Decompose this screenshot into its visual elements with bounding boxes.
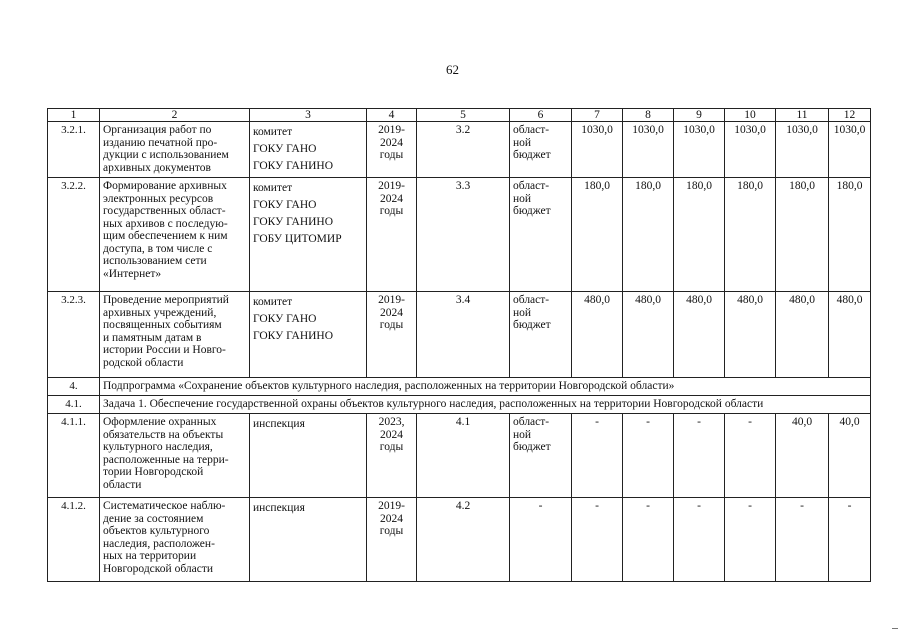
target-index: 4.2 [417,498,510,582]
col-header-2: 2 [100,109,250,122]
executors: комитет ГОКУ ГАНО ГОКУ ГАНИНО [250,122,367,178]
funding-value: - [674,498,725,582]
table-row [48,178,871,292]
funding-source: област- ной бюджет [510,292,572,378]
col-header-12: 12 [829,109,871,122]
col-header-10: 10 [725,109,776,122]
funding-value: 180,0 [623,178,674,292]
col-header-4: 4 [367,109,417,122]
task-title: Задача 1. Обеспечение государственной охраны объектов культурного наследия, расположенных на территории Новгородской области [100,396,871,414]
target-index: 4.1 [417,414,510,498]
funding-value: 480,0 [725,292,776,378]
funding-value: 40,0 [829,414,871,498]
executors: инспекция [250,498,367,582]
implementation-years: 2023, 2024 годы [367,414,417,498]
col-header-6: 6 [510,109,572,122]
funding-value: - [725,414,776,498]
col-header-8: 8 [623,109,674,122]
table-row [48,292,871,378]
funding-source: област- ной бюджет [510,414,572,498]
activity-name: Систематическое наблю- дение за состоянием объектов культурного наследия, расположен- ных на территории Новгородской области [100,498,250,582]
funding-value: 480,0 [776,292,829,378]
table-row [48,414,871,498]
funding-value: 480,0 [829,292,871,378]
page-number: 62 [446,62,459,77]
activity-name: Организация работ по изданию печатной про- дукции с использованием архивных документов [100,122,250,178]
funding-value: 1030,0 [829,122,871,178]
task-row [48,396,871,414]
table-row [48,122,871,178]
funding-value: - [829,498,871,582]
row-number: 3.2.3. [48,292,100,378]
implementation-years: 2019- 2024 годы [367,498,417,582]
activity-name: Формирование архивных электронных ресурсов государственных област- ных архивов с последую- щим обеспечением к ним доступа, в том числе с использованием сети «Интернет» [100,178,250,292]
activity-name: Оформление охранных обязательств на объекты культурного наследия, расположенные на терри- тории Новгородской области [100,414,250,498]
activity-name: Проведение мероприятий архивных учреждений, посвященных событиям и памятным датам в истории России и Новго- родской области [100,292,250,378]
row-number: 4.1. [48,396,100,414]
funding-value: 480,0 [623,292,674,378]
implementation-years: 2019- 2024 годы [367,122,417,178]
funding-value: - [674,414,725,498]
executors: инспекция [250,414,367,498]
funding-value: 1030,0 [623,122,674,178]
program-table [47,108,871,582]
col-header-3: 3 [250,109,367,122]
col-header-7: 7 [572,109,623,122]
col-header-5: 5 [417,109,510,122]
funding-value: 1030,0 [572,122,623,178]
row-number: 4.1.2. [48,498,100,582]
target-index: 3.4 [417,292,510,378]
funding-value: 480,0 [674,292,725,378]
funding-source: област- ной бюджет [510,178,572,292]
scan-mark [892,628,898,633]
funding-value: - [572,498,623,582]
funding-value: - [776,498,829,582]
subprogram-title: Подпрограмма «Сохранение объектов культурного наследия, расположенных на территории Новгородской области» [100,378,871,396]
row-number: 3.2.1. [48,122,100,178]
subprogram-row [48,378,871,396]
funding-value: 180,0 [674,178,725,292]
target-index: 3.2 [417,122,510,178]
col-header-1: 1 [48,109,100,122]
table-row [48,498,871,582]
column-number-row [48,109,871,122]
funding-value: 1030,0 [674,122,725,178]
funding-value: 1030,0 [776,122,829,178]
funding-value: 480,0 [572,292,623,378]
funding-source: област- ной бюджет [510,122,572,178]
funding-value: 180,0 [572,178,623,292]
funding-value: 180,0 [829,178,871,292]
row-number: 3.2.2. [48,178,100,292]
executors: комитет ГОКУ ГАНО ГОКУ ГАНИНО ГОБУ ЦИТОМИР [250,178,367,292]
target-index: 3.3 [417,178,510,292]
col-header-9: 9 [674,109,725,122]
col-header-11: 11 [776,109,829,122]
executors: комитет ГОКУ ГАНО ГОКУ ГАНИНО [250,292,367,378]
row-number: 4. [48,378,100,396]
funding-value: - [623,498,674,582]
funding-value: 1030,0 [725,122,776,178]
funding-source: - [510,498,572,582]
funding-value: - [725,498,776,582]
funding-value: 180,0 [725,178,776,292]
funding-value: 180,0 [776,178,829,292]
implementation-years: 2019- 2024 годы [367,292,417,378]
funding-value: 40,0 [776,414,829,498]
funding-value: - [623,414,674,498]
implementation-years: 2019- 2024 годы [367,178,417,292]
row-number: 4.1.1. [48,414,100,498]
funding-value: - [572,414,623,498]
